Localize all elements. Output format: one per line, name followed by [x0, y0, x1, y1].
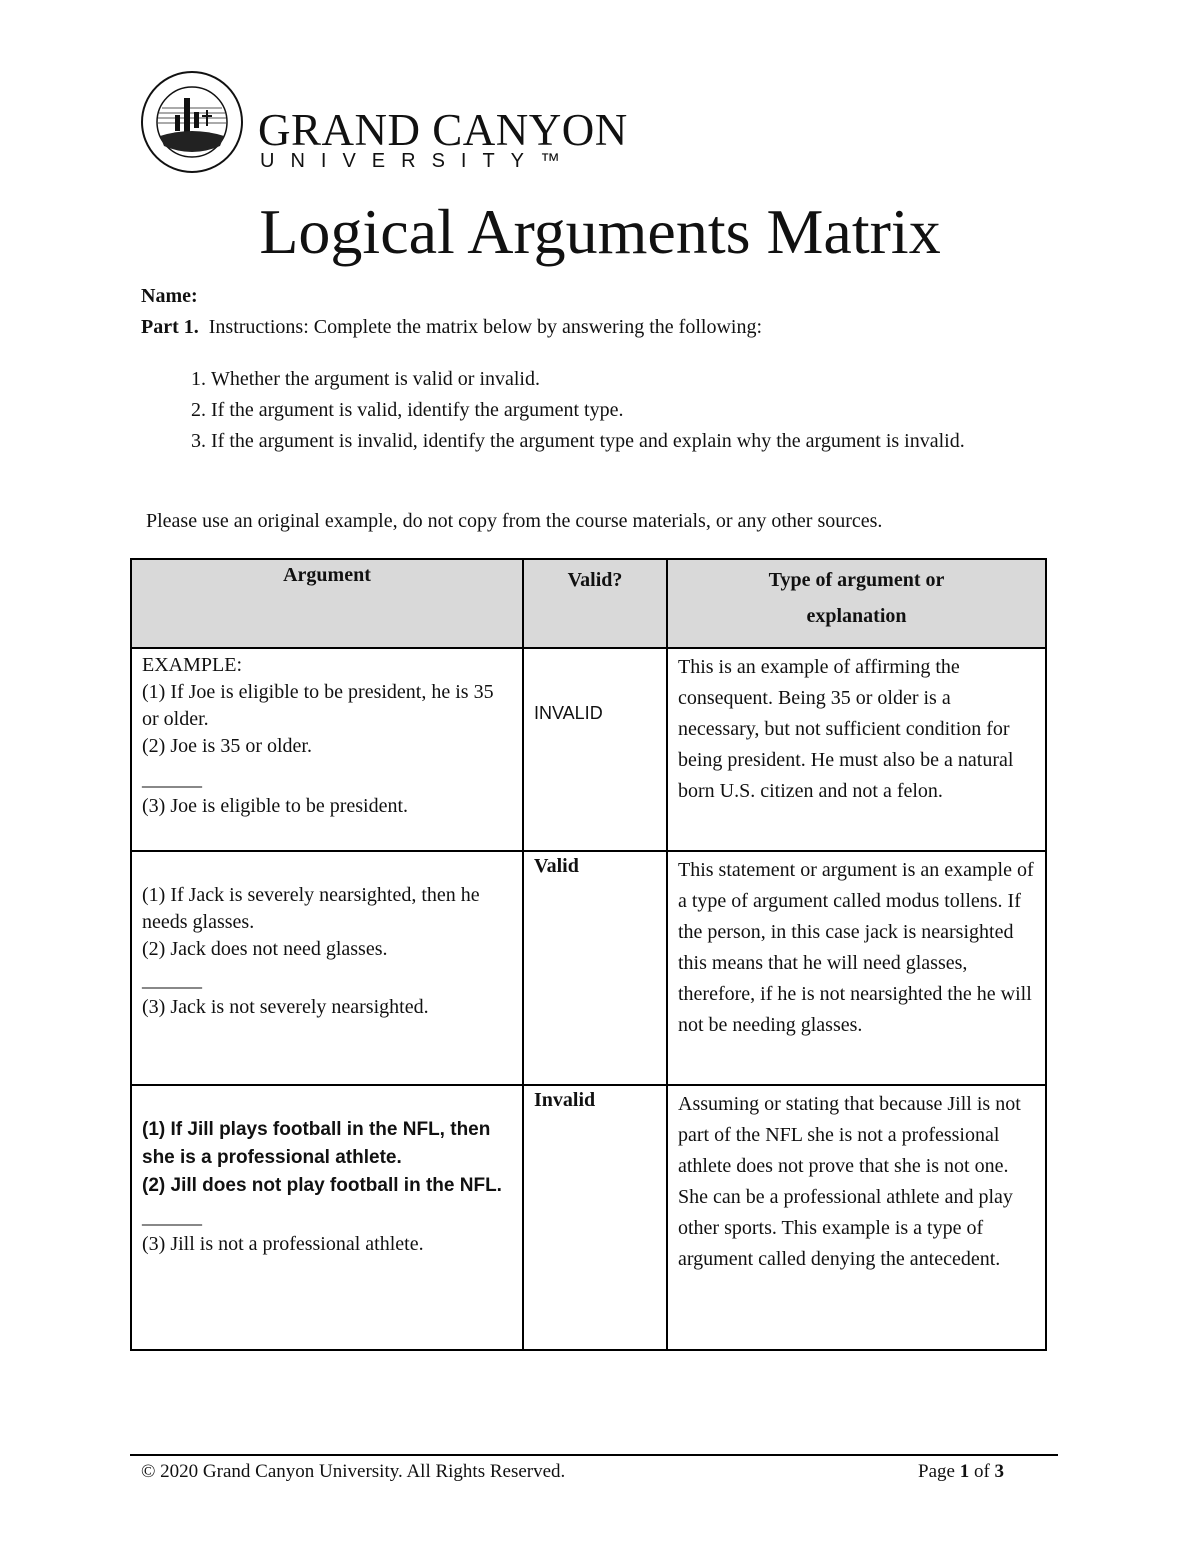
argument-line: (2) Jill does not play football in the NFL.	[142, 1175, 502, 1196]
explanation-cell: This statement or argument is an example of a type of argument called modus tollens. If the person, in this case jack is nearsighted this means that he will need glasses, therefore, if he is not nearsighted the he will not be needing glasses.	[667, 851, 1046, 1085]
explanation-cell: This is an example of affirming the consequent. Being 35 or older is a necessary, but not sufficient condition for being president. He must also be a natural born U.S. citizen and not a felon.	[667, 648, 1046, 851]
page-of: of	[969, 1461, 995, 1482]
footer-divider	[130, 1454, 1058, 1456]
table-row	[131, 851, 1046, 1085]
conclusion-divider: ______	[142, 768, 202, 790]
originality-note: Please use an original example, do not copy from the course materials, or any other sources.	[146, 510, 883, 532]
argument-line: (3) Jill is not a professional athlete.	[142, 1233, 424, 1255]
instructions-line	[141, 316, 762, 339]
valid-cell: Invalid	[523, 1085, 667, 1350]
argument-cell	[131, 851, 523, 1085]
table-row	[131, 648, 1046, 851]
university-logo	[140, 70, 628, 175]
wordmark-title: GRAND CANYON	[258, 105, 628, 155]
footer-copyright: © 2020 Grand Canyon University. All Rights Reserved.	[141, 1461, 566, 1482]
conclusion-divider: ______	[142, 1206, 202, 1228]
name-label: Name:	[141, 285, 198, 307]
valid-cell: INVALID	[523, 648, 667, 851]
argument-line: (1) If Joe is eligible to be president, he is 35 or older.	[142, 681, 494, 730]
argument-line: (1) If Jill plays football in the NFL, then she is a professional athlete.	[142, 1119, 491, 1168]
table-row	[131, 1085, 1046, 1350]
university-seal-icon	[140, 70, 245, 175]
argument-line: (3) Jack is not severely nearsighted.	[142, 996, 429, 1018]
argument-cell	[131, 648, 523, 851]
valid-cell: Valid	[523, 851, 667, 1085]
page-total: 3	[994, 1461, 1005, 1482]
step-item: 3. If the argument is invalid, identify the argument type and explain why the argument is invalid.	[211, 426, 1071, 457]
header-argument: Argument	[131, 559, 523, 648]
argument-line: (1) If Jack is severely nearsighted, then he needs glasses.	[142, 884, 480, 933]
argument-line: (2) Jack does not need glasses.	[142, 938, 388, 960]
page-prefix: Page	[918, 1461, 960, 1482]
table-header-row	[131, 559, 1046, 648]
part-label: Part 1.	[141, 316, 199, 338]
step-item: 2. If the argument is valid, identify the argument type.	[211, 395, 1071, 426]
argument-cell	[131, 1085, 523, 1350]
argument-line: (2) Joe is 35 or older.	[142, 735, 312, 757]
argument-line: (3) Joe is eligible to be president.	[142, 795, 409, 817]
header-valid: Valid?	[523, 559, 667, 648]
instructions-text: Instructions: Complete the matrix below by answering the following:	[208, 316, 762, 338]
explanation-cell: Assuming or stating that because Jill is not part of the NFL she is not a professional athlete does not prove that she is not one. She can be a professional athlete and play other sports. This example is a type of argument called denying the antecedent.	[667, 1085, 1046, 1350]
arguments-matrix	[130, 558, 1047, 1351]
page-indicator	[918, 1461, 1004, 1483]
instruction-steps	[141, 364, 1071, 457]
step-item: 1. Whether the argument is valid or invalid.	[211, 364, 1071, 395]
argument-line: EXAMPLE:	[142, 654, 242, 676]
conclusion-divider: ______	[142, 969, 202, 991]
header-type: Type of argument or explanation	[667, 559, 1046, 648]
wordmark-subtitle: UNIVERSITY™	[260, 150, 577, 172]
page-number: 1	[959, 1461, 970, 1482]
page-title: Logical Arguments Matrix	[259, 196, 941, 267]
